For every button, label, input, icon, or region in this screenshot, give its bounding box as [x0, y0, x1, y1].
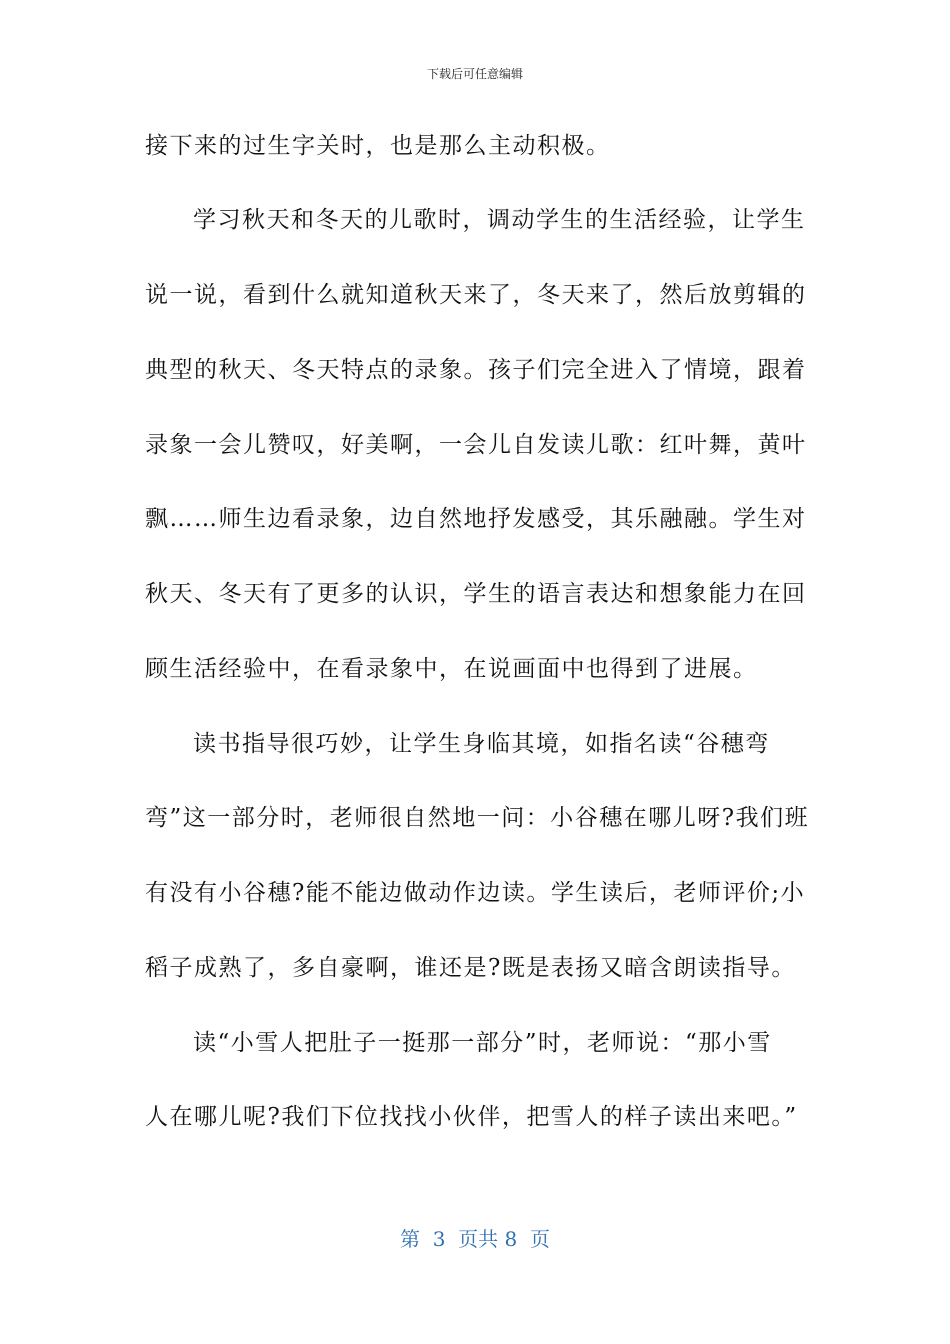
- text-line: 弯”这一部分时，老师很自然地一问：小谷穗在哪儿呀?我们班: [145, 805, 810, 831]
- text-line: 稻子成熟了，多自豪啊，谁还是?既是表扬又暗含朗读指导。: [145, 955, 796, 981]
- page-header: 下载后可任意编辑: [426, 67, 523, 81]
- text-line: 读“小雪人把肚子一挺那一部分”时，老师说：“那小雪: [193, 1030, 772, 1056]
- text-line: 顾生活经验中，在看录象中，在说画面中也得到了进展。: [145, 656, 758, 682]
- text-line: 读书指导很巧妙，让学生身临其境，如指名读“谷穗弯: [193, 731, 770, 757]
- text-line: 人在哪儿呢?我们下位找找小伙伴，把雪人的样子读出来吧。”: [145, 1104, 798, 1130]
- text-line: 说一说，看到什么就知道秋天来了，冬天来了，然后放剪辑的: [145, 282, 807, 308]
- text-line: 接下来的过生字关时，也是那么主动积极。: [145, 133, 611, 159]
- text-line: 飘……师生边看录象，边自然地抒发感受，其乐融融。学生对: [145, 506, 807, 532]
- page-number-footer: 第 3 页共 8 页: [400, 1227, 550, 1251]
- text-line: 秋天、冬天有了更多的认识，学生的语言表达和想象能力在回: [145, 581, 807, 607]
- text-line: 录象一会儿赞叹，好美啊，一会儿自发读儿歌：红叶舞，黄叶: [145, 432, 807, 458]
- text-line: 有没有小谷穗?能不能边做动作边读。学生读后，老师评价;小: [145, 880, 806, 906]
- text-line: 典型的秋天、冬天特点的录象。孩子们完全进入了情境，跟着: [145, 357, 807, 383]
- text-line: 学习秋天和冬天的儿歌时，调动学生的生活经验，让学生: [193, 207, 806, 233]
